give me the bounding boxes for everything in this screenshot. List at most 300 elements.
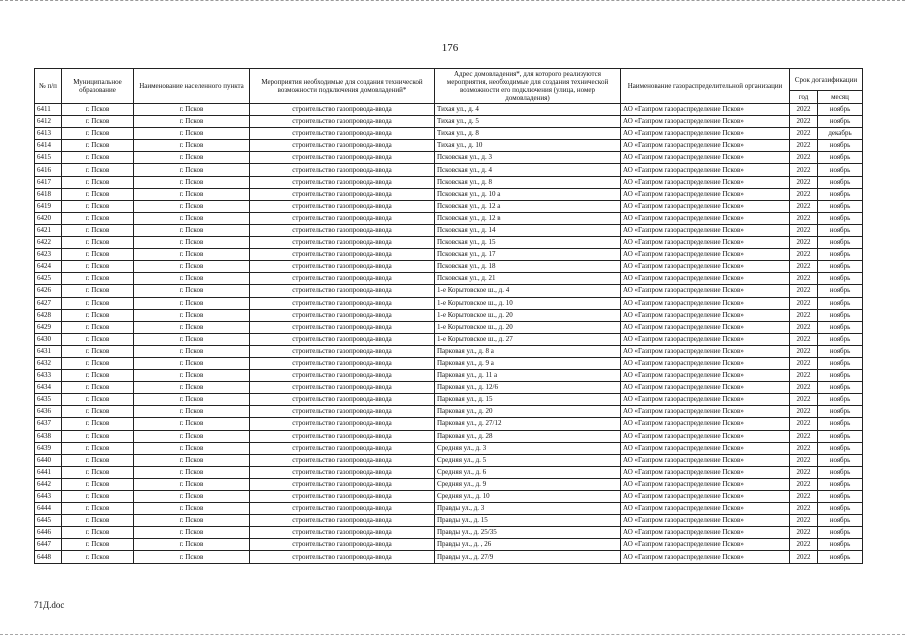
cell-address: 1-е Корытовское ш., д. 4 <box>435 285 621 297</box>
cell-month: ноябрь <box>818 249 863 261</box>
cell-month: ноябрь <box>818 515 863 527</box>
cell-year: 2022 <box>790 406 818 418</box>
cell-municipality: г. Псков <box>62 357 134 369</box>
cell-measures: строительство газопровода-ввода <box>250 539 435 551</box>
table-row <box>35 394 863 406</box>
table-row <box>35 442 863 454</box>
cell-year: 2022 <box>790 140 818 152</box>
cell-address: Правды ул., д. , 26 <box>435 539 621 551</box>
cell-settlement: г. Псков <box>134 430 250 442</box>
cell-settlement: г. Псков <box>134 224 250 236</box>
cell-num: 6412 <box>35 116 62 128</box>
cell-month: ноябрь <box>818 152 863 164</box>
cell-municipality: г. Псков <box>62 249 134 261</box>
cell-year: 2022 <box>790 515 818 527</box>
cell-organization: АО «Газпром газораспределение Псков» <box>621 224 790 236</box>
cell-num: 6411 <box>35 104 62 116</box>
cell-settlement: г. Псков <box>134 285 250 297</box>
cell-num: 6421 <box>35 224 62 236</box>
cell-settlement: г. Псков <box>134 176 250 188</box>
table-row <box>35 128 863 140</box>
cell-year: 2022 <box>790 394 818 406</box>
cell-organization: АО «Газпром газораспределение Псков» <box>621 237 790 249</box>
cell-address: Правды ул., д. 3 <box>435 503 621 515</box>
cell-settlement: г. Псков <box>134 321 250 333</box>
cell-month: ноябрь <box>818 297 863 309</box>
cell-settlement: г. Псков <box>134 212 250 224</box>
cell-measures: строительство газопровода-ввода <box>250 249 435 261</box>
table-row <box>35 237 863 249</box>
cell-municipality: г. Псков <box>62 261 134 273</box>
cell-organization: АО «Газпром газораспределение Псков» <box>621 309 790 321</box>
cell-address: Псковская ул., д. 8 <box>435 176 621 188</box>
cell-year: 2022 <box>790 297 818 309</box>
header-organization: Наименование газораспределительной организации <box>621 69 790 104</box>
cell-measures: строительство газопровода-ввода <box>250 212 435 224</box>
cell-measures: строительство газопровода-ввода <box>250 418 435 430</box>
cell-address: 1-е Корытовское ш., д. 10 <box>435 297 621 309</box>
cell-month: ноябрь <box>818 394 863 406</box>
cell-organization: АО «Газпром газораспределение Псков» <box>621 370 790 382</box>
cell-measures: строительство газопровода-ввода <box>250 394 435 406</box>
cell-settlement: г. Псков <box>134 249 250 261</box>
cell-month: ноябрь <box>818 261 863 273</box>
cell-measures: строительство газопровода-ввода <box>250 527 435 539</box>
cell-municipality: г. Псков <box>62 309 134 321</box>
cell-measures: строительство газопровода-ввода <box>250 430 435 442</box>
footer-file-name: 71Д.doc <box>34 600 65 610</box>
cell-municipality: г. Псков <box>62 285 134 297</box>
cell-measures: строительство газопровода-ввода <box>250 237 435 249</box>
cell-num: 6425 <box>35 273 62 285</box>
cell-address: Средняя ул., д. 10 <box>435 491 621 503</box>
cell-month: ноябрь <box>818 442 863 454</box>
cell-year: 2022 <box>790 188 818 200</box>
cell-municipality: г. Псков <box>62 503 134 515</box>
cell-address: Правды ул., д. 15 <box>435 515 621 527</box>
cell-num: 6423 <box>35 249 62 261</box>
cell-year: 2022 <box>790 382 818 394</box>
cell-address: Тихая ул., д. 8 <box>435 128 621 140</box>
cell-address: Парковая ул., д. 28 <box>435 430 621 442</box>
cell-settlement: г. Псков <box>134 104 250 116</box>
cell-num: 6440 <box>35 454 62 466</box>
cell-month: ноябрь <box>818 237 863 249</box>
cell-num: 6441 <box>35 466 62 478</box>
cell-settlement: г. Псков <box>134 140 250 152</box>
cell-measures: строительство газопровода-ввода <box>250 140 435 152</box>
cell-month: ноябрь <box>818 503 863 515</box>
cell-num: 6438 <box>35 430 62 442</box>
gasification-table <box>34 68 863 564</box>
cell-settlement: г. Псков <box>134 188 250 200</box>
cell-address: Псковская ул., д. 4 <box>435 164 621 176</box>
cell-num: 6432 <box>35 357 62 369</box>
cell-municipality: г. Псков <box>62 478 134 490</box>
cell-measures: строительство газопровода-ввода <box>250 297 435 309</box>
cell-organization: АО «Газпром газораспределение Псков» <box>621 442 790 454</box>
cell-measures: строительство газопровода-ввода <box>250 164 435 176</box>
cell-measures: строительство газопровода-ввода <box>250 454 435 466</box>
cell-num: 6424 <box>35 261 62 273</box>
cell-month: ноябрь <box>818 527 863 539</box>
cell-settlement: г. Псков <box>134 539 250 551</box>
cell-organization: АО «Газпром газораспределение Псков» <box>621 164 790 176</box>
cell-municipality: г. Псков <box>62 152 134 164</box>
cell-month: ноябрь <box>818 418 863 430</box>
table-row <box>35 418 863 430</box>
cell-measures: строительство газопровода-ввода <box>250 116 435 128</box>
cell-municipality: г. Псков <box>62 454 134 466</box>
cell-measures: строительство газопровода-ввода <box>250 491 435 503</box>
cell-num: 6415 <box>35 152 62 164</box>
cell-settlement: г. Псков <box>134 515 250 527</box>
cell-num: 6442 <box>35 478 62 490</box>
cell-month: ноябрь <box>818 478 863 490</box>
cell-num: 6433 <box>35 370 62 382</box>
cell-settlement: г. Псков <box>134 237 250 249</box>
cell-month: ноябрь <box>818 539 863 551</box>
cell-year: 2022 <box>790 200 818 212</box>
cell-measures: строительство газопровода-ввода <box>250 273 435 285</box>
cell-address: Псковская ул., д. 15 <box>435 237 621 249</box>
cell-organization: АО «Газпром газораспределение Псков» <box>621 200 790 212</box>
cell-municipality: г. Псков <box>62 176 134 188</box>
page-number: 176 <box>441 42 459 54</box>
cell-month: ноябрь <box>818 551 863 563</box>
cell-organization: АО «Газпром газораспределение Псков» <box>621 128 790 140</box>
cell-organization: АО «Газпром газораспределение Псков» <box>621 297 790 309</box>
cell-year: 2022 <box>790 491 818 503</box>
table-row <box>35 345 863 357</box>
cell-measures: строительство газопровода-ввода <box>250 551 435 563</box>
cell-num: 6422 <box>35 237 62 249</box>
cell-measures: строительство газопровода-ввода <box>250 321 435 333</box>
table-row <box>35 309 863 321</box>
cell-year: 2022 <box>790 309 818 321</box>
cell-organization: АО «Газпром газораспределение Псков» <box>621 466 790 478</box>
cell-settlement: г. Псков <box>134 297 250 309</box>
cell-organization: АО «Газпром газораспределение Псков» <box>621 188 790 200</box>
scan-edge-bottom <box>0 634 905 640</box>
header-measures: Мероприятия необходимые для создания технической возможности подключения домовладений* <box>250 69 435 104</box>
cell-month: ноябрь <box>818 140 863 152</box>
cell-month: ноябрь <box>818 164 863 176</box>
cell-municipality: г. Псков <box>62 442 134 454</box>
cell-month: ноябрь <box>818 176 863 188</box>
cell-organization: АО «Газпром газораспределение Псков» <box>621 273 790 285</box>
table-row <box>35 454 863 466</box>
cell-address: Парковая ул., д. 8 а <box>435 345 621 357</box>
cell-measures: строительство газопровода-ввода <box>250 382 435 394</box>
cell-year: 2022 <box>790 273 818 285</box>
cell-settlement: г. Псков <box>134 551 250 563</box>
cell-address: 1-е Корытовское ш., д. 20 <box>435 309 621 321</box>
cell-municipality: г. Псков <box>62 297 134 309</box>
cell-organization: АО «Газпром газораспределение Псков» <box>621 140 790 152</box>
cell-measures: строительство газопровода-ввода <box>250 370 435 382</box>
cell-settlement: г. Псков <box>134 442 250 454</box>
cell-measures: строительство газопровода-ввода <box>250 466 435 478</box>
table-row <box>35 515 863 527</box>
cell-year: 2022 <box>790 345 818 357</box>
header-num: № п/п <box>35 69 62 104</box>
cell-address: Средняя ул., д. 6 <box>435 466 621 478</box>
cell-organization: АО «Газпром газораспределение Псков» <box>621 527 790 539</box>
cell-municipality: г. Псков <box>62 430 134 442</box>
cell-year: 2022 <box>790 370 818 382</box>
cell-num: 6434 <box>35 382 62 394</box>
cell-month: ноябрь <box>818 212 863 224</box>
cell-num: 6431 <box>35 345 62 357</box>
cell-municipality: г. Псков <box>62 224 134 236</box>
cell-num: 6429 <box>35 321 62 333</box>
cell-organization: АО «Газпром газораспределение Псков» <box>621 478 790 490</box>
table-row <box>35 152 863 164</box>
cell-month: ноябрь <box>818 345 863 357</box>
table-row <box>35 551 863 563</box>
cell-organization: АО «Газпром газораспределение Псков» <box>621 430 790 442</box>
table-row <box>35 297 863 309</box>
cell-month: ноябрь <box>818 273 863 285</box>
cell-municipality: г. Псков <box>62 394 134 406</box>
cell-year: 2022 <box>790 104 818 116</box>
cell-year: 2022 <box>790 357 818 369</box>
cell-measures: строительство газопровода-ввода <box>250 128 435 140</box>
cell-settlement: г. Псков <box>134 370 250 382</box>
cell-settlement: г. Псков <box>134 382 250 394</box>
cell-address: 1-е Корытовское ш., д. 27 <box>435 333 621 345</box>
cell-measures: строительство газопровода-ввода <box>250 224 435 236</box>
table-row <box>35 466 863 478</box>
cell-year: 2022 <box>790 539 818 551</box>
cell-settlement: г. Псков <box>134 466 250 478</box>
cell-settlement: г. Псков <box>134 454 250 466</box>
cell-month: ноябрь <box>818 454 863 466</box>
cell-month: ноябрь <box>818 382 863 394</box>
table-row <box>35 261 863 273</box>
cell-address: Псковская ул., д. 21 <box>435 273 621 285</box>
cell-measures: строительство газопровода-ввода <box>250 345 435 357</box>
cell-measures: строительство газопровода-ввода <box>250 188 435 200</box>
cell-num: 6446 <box>35 527 62 539</box>
cell-organization: АО «Газпром газораспределение Псков» <box>621 382 790 394</box>
header-municipality: Муниципальное образование <box>62 69 134 104</box>
cell-measures: строительство газопровода-ввода <box>250 285 435 297</box>
cell-num: 6418 <box>35 188 62 200</box>
cell-municipality: г. Псков <box>62 321 134 333</box>
cell-measures: строительство газопровода-ввода <box>250 152 435 164</box>
cell-settlement: г. Псков <box>134 273 250 285</box>
cell-settlement: г. Псков <box>134 406 250 418</box>
cell-measures: строительство газопровода-ввода <box>250 357 435 369</box>
cell-settlement: г. Псков <box>134 333 250 345</box>
cell-organization: АО «Газпром газораспределение Псков» <box>621 285 790 297</box>
cell-municipality: г. Псков <box>62 128 134 140</box>
header-address: Адрес домовладения*, для которого реализуются мероприятия, необходимые для создания технической возможности его подключения (улица, номер домовладения) <box>435 69 621 104</box>
table-row <box>35 478 863 490</box>
cell-measures: строительство газопровода-ввода <box>250 503 435 515</box>
cell-month: ноябрь <box>818 200 863 212</box>
header-year: год <box>790 91 818 104</box>
cell-year: 2022 <box>790 164 818 176</box>
cell-num: 6444 <box>35 503 62 515</box>
cell-municipality: г. Псков <box>62 515 134 527</box>
table-row <box>35 406 863 418</box>
cell-num: 6430 <box>35 333 62 345</box>
cell-address: Парковая ул., д. 11 а <box>435 370 621 382</box>
cell-organization: АО «Газпром газораспределение Псков» <box>621 212 790 224</box>
table-row <box>35 249 863 261</box>
cell-address: Псковская ул., д. 14 <box>435 224 621 236</box>
table-row <box>35 539 863 551</box>
cell-address: Тихая ул., д. 5 <box>435 116 621 128</box>
cell-year: 2022 <box>790 503 818 515</box>
cell-year: 2022 <box>790 212 818 224</box>
table-row <box>35 176 863 188</box>
cell-year: 2022 <box>790 430 818 442</box>
cell-address: Парковая ул., д. 15 <box>435 394 621 406</box>
cell-num: 6447 <box>35 539 62 551</box>
cell-address: Парковая ул., д. 27/12 <box>435 418 621 430</box>
cell-year: 2022 <box>790 249 818 261</box>
cell-year: 2022 <box>790 116 818 128</box>
cell-municipality: г. Псков <box>62 200 134 212</box>
cell-year: 2022 <box>790 527 818 539</box>
cell-month: ноябрь <box>818 491 863 503</box>
cell-municipality: г. Псков <box>62 406 134 418</box>
cell-year: 2022 <box>790 237 818 249</box>
header-settlement: Наименование населенного пункта <box>134 69 250 104</box>
cell-address: Псковская ул., д. 12 в <box>435 212 621 224</box>
cell-municipality: г. Псков <box>62 237 134 249</box>
table-row <box>35 527 863 539</box>
table-row <box>35 370 863 382</box>
cell-month: ноябрь <box>818 333 863 345</box>
cell-organization: АО «Газпром газораспределение Псков» <box>621 261 790 273</box>
table-row <box>35 285 863 297</box>
cell-year: 2022 <box>790 285 818 297</box>
table-row <box>35 104 863 116</box>
cell-settlement: г. Псков <box>134 491 250 503</box>
cell-address: Средняя ул., д. 3 <box>435 442 621 454</box>
cell-settlement: г. Псков <box>134 527 250 539</box>
cell-address: Тихая ул., д. 10 <box>435 140 621 152</box>
cell-settlement: г. Псков <box>134 503 250 515</box>
cell-year: 2022 <box>790 466 818 478</box>
cell-municipality: г. Псков <box>62 140 134 152</box>
cell-month: ноябрь <box>818 116 863 128</box>
cell-municipality: г. Псков <box>62 273 134 285</box>
cell-year: 2022 <box>790 128 818 140</box>
table-row <box>35 224 863 236</box>
cell-month: ноябрь <box>818 321 863 333</box>
cell-num: 6439 <box>35 442 62 454</box>
cell-address: Псковская ул., д. 3 <box>435 152 621 164</box>
cell-address: Парковая ул., д. 9 а <box>435 357 621 369</box>
cell-address: Средняя ул., д. 9 <box>435 478 621 490</box>
cell-month: ноябрь <box>818 188 863 200</box>
table-row <box>35 212 863 224</box>
cell-num: 6428 <box>35 309 62 321</box>
cell-year: 2022 <box>790 321 818 333</box>
table-body <box>35 104 863 564</box>
cell-year: 2022 <box>790 152 818 164</box>
cell-num: 6437 <box>35 418 62 430</box>
cell-organization: АО «Газпром газораспределение Псков» <box>621 321 790 333</box>
table-row <box>35 333 863 345</box>
cell-address: Псковская ул., д. 12 а <box>435 200 621 212</box>
cell-settlement: г. Псков <box>134 261 250 273</box>
cell-organization: АО «Газпром газораспределение Псков» <box>621 333 790 345</box>
cell-measures: строительство газопровода-ввода <box>250 261 435 273</box>
cell-measures: строительство газопровода-ввода <box>250 176 435 188</box>
cell-organization: АО «Газпром газораспределение Псков» <box>621 551 790 563</box>
table-row <box>35 164 863 176</box>
cell-municipality: г. Псков <box>62 466 134 478</box>
cell-settlement: г. Псков <box>134 200 250 212</box>
cell-settlement: г. Псков <box>134 152 250 164</box>
cell-num: 6443 <box>35 491 62 503</box>
cell-organization: АО «Газпром газораспределение Псков» <box>621 104 790 116</box>
cell-municipality: г. Псков <box>62 345 134 357</box>
table-row <box>35 188 863 200</box>
cell-address: Парковая ул., д. 20 <box>435 406 621 418</box>
cell-municipality: г. Псков <box>62 370 134 382</box>
cell-settlement: г. Псков <box>134 164 250 176</box>
table-row <box>35 503 863 515</box>
cell-month: ноябрь <box>818 466 863 478</box>
cell-measures: строительство газопровода-ввода <box>250 406 435 418</box>
cell-municipality: г. Псков <box>62 164 134 176</box>
cell-measures: строительство газопровода-ввода <box>250 333 435 345</box>
cell-organization: АО «Газпром газораспределение Псков» <box>621 539 790 551</box>
cell-measures: строительство газопровода-ввода <box>250 200 435 212</box>
cell-address: Средняя ул., д. 5 <box>435 454 621 466</box>
cell-measures: строительство газопровода-ввода <box>250 442 435 454</box>
cell-municipality: г. Псков <box>62 551 134 563</box>
cell-municipality: г. Псков <box>62 116 134 128</box>
cell-organization: АО «Газпром газораспределение Псков» <box>621 454 790 466</box>
cell-month: ноябрь <box>818 309 863 321</box>
cell-settlement: г. Псков <box>134 345 250 357</box>
cell-municipality: г. Псков <box>62 527 134 539</box>
cell-organization: АО «Газпром газораспределение Псков» <box>621 249 790 261</box>
cell-organization: АО «Газпром газораспределение Псков» <box>621 503 790 515</box>
cell-month: ноябрь <box>818 406 863 418</box>
cell-month: ноябрь <box>818 430 863 442</box>
cell-month: ноябрь <box>818 104 863 116</box>
cell-address: Псковская ул., д. 10 а <box>435 188 621 200</box>
cell-organization: АО «Газпром газораспределение Псков» <box>621 491 790 503</box>
cell-settlement: г. Псков <box>134 418 250 430</box>
header-deadline: Срок догазификации <box>790 69 863 91</box>
cell-address: Тихая ул., д. 4 <box>435 104 621 116</box>
cell-month: декабрь <box>818 128 863 140</box>
cell-month: ноябрь <box>818 224 863 236</box>
cell-settlement: г. Псков <box>134 128 250 140</box>
cell-year: 2022 <box>790 454 818 466</box>
cell-year: 2022 <box>790 333 818 345</box>
cell-municipality: г. Псков <box>62 212 134 224</box>
cell-num: 6426 <box>35 285 62 297</box>
table-row <box>35 430 863 442</box>
cell-municipality: г. Псков <box>62 539 134 551</box>
cell-address: Парковая ул., д. 12/6 <box>435 382 621 394</box>
cell-month: ноябрь <box>818 357 863 369</box>
header-month: месяц <box>818 91 863 104</box>
table-row <box>35 200 863 212</box>
